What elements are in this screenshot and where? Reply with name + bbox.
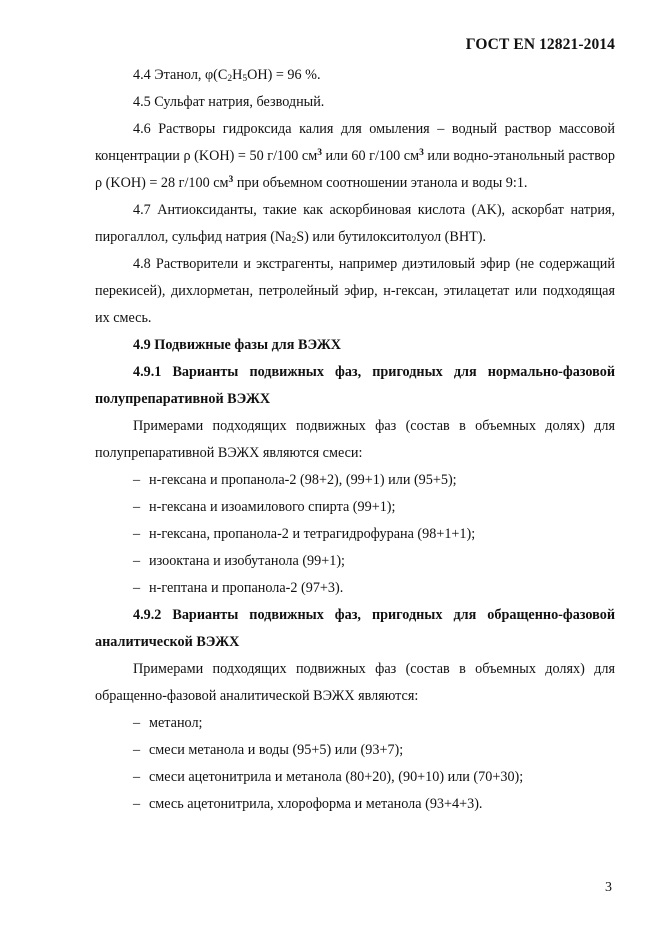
list-item: – смеси ацетонитрила и метанола (80+20), (90+10) или (70+30); — [133, 769, 524, 785]
paragraph-4-7: 4.7 Антиоксиданты, такие как аскорбиновая кислота (AK), аскорбат натрия, пирогаллол, сульфид натрия $(Na_2S)$ или бутилокситолуол (BHT). — [95, 202, 615, 246]
page-number: 3 — [605, 880, 612, 895]
paragraph-4-4: 4.4 Этанол, $\varphi(C_2H_5OH) = 96$ %. — [133, 67, 321, 84]
document-code-header: ГОСТ EN 12821-2014 — [465, 36, 615, 53]
paragraph-4-6: 4.6 Растворы гидроксида калия для омыления – водный раствор массовой концентрации ρ (KOH) = 50 г/100 $см^3$ или 60 г/100 $см^3$ или водно-этанольный раствор ρ (KOH) = 28 г/100 $см^3$ при объемном соотношении этанола и воды 9:1. — [95, 121, 615, 191]
heading-4-9-1: 4.9.1 Варианты подвижных фаз, пригодных для нормально-фазовой полупрепаративной ВЭЖХ — [95, 364, 615, 407]
paragraph-4-9-2: Примерами подходящих подвижных фаз (состав в объемных долях) для обращенно-фазовой аналитической ВЭЖХ являются: — [95, 661, 615, 704]
heading-4-9: 4.9 Подвижные фазы для ВЭЖХ — [133, 337, 341, 353]
list-item: – изооктана и изобутанола (99+1); — [133, 553, 345, 569]
normal-phase-mixtures-list — [95, 467, 615, 602]
reverse-phase-mixtures-list — [95, 710, 615, 818]
heading-4-9-2: 4.9.2 Варианты подвижных фаз, пригодных для обращенно-фазовой аналитической ВЭЖХ — [95, 607, 615, 650]
list-item: – смеси метанола и воды (95+5) или (93+7); — [133, 742, 404, 758]
list-item: – н-гептана и пропанола-2 (97+3). — [133, 580, 344, 596]
paragraph-4-9-1: Примерами подходящих подвижных фаз (состав в объемных долях) для полупрепаративной ВЭЖХ являются смеси: — [95, 418, 615, 461]
paragraph-4-5: 4.5 Сульфат натрия, безводный. — [133, 94, 325, 110]
list-item: – метанол; — [133, 715, 203, 731]
list-item: – смесь ацетонитрила, хлороформа и метанола (93+4+3). — [133, 796, 483, 812]
list-item: – н-гексана и пропанола-2 (98+2), (99+1) или (95+5); — [133, 472, 457, 488]
paragraph-4-8: 4.8 Растворители и экстрагенты, например диэтиловый эфир (не содержащий перекисей), дихлорметан, петролейный эфир, н-гексан, этилацетат или подходящая их смесь. — [95, 256, 615, 326]
list-item: – н-гексана и изоамилового спирта (99+1); — [133, 499, 396, 515]
list-item: – н-гексана, пропанола-2 и тетрагидрофурана (98+1+1); — [133, 526, 476, 542]
document-body — [95, 62, 615, 818]
